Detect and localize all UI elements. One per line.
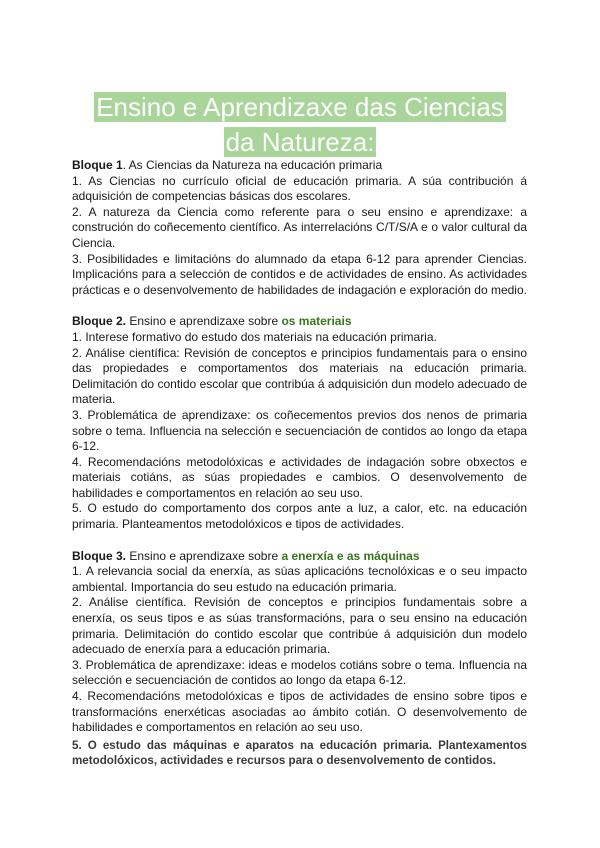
block-heading-text: . As Ciencias da Natureza na educación primaria (122, 158, 383, 172)
block-item: 5. O estudo do comportamento dos corpos ante a luz, a calor, etc. na educación primaria. Planteamentos metodolóxicos e tipos de actividades. (72, 501, 527, 532)
block-topic-highlight: a enerxía e as máquinas (281, 548, 420, 563)
block-item: 1. As Ciencias no currículo oficial de educación primaria. A súa contribución á adquisición de competencias básicas dos escolares. (72, 173, 527, 204)
block-label: Bloque 1 (72, 158, 123, 172)
block-3 (72, 549, 527, 768)
block-label: Bloque 3. (72, 548, 127, 563)
block-item: 1. Interese formativo do estudo dos materiais na educación primaria. (72, 329, 437, 344)
block-item: 4. Recomendacións metodolóxicas e tipos de actividades de ensino sobre tipos e transformacións enerxéticas asociadas ao ámbito cotián. O desenvolvemento de habilidades e comportamentos en relación ao seu uso. (72, 689, 527, 735)
block-item: 3. Problemática de aprendizaxe: ideas e modelos cotiáns sobre o tema. Influencia na selección e secuenciación de contidos ao longo da etapa 6-12. (72, 657, 527, 688)
block-heading (72, 549, 527, 565)
block-item: 2. A natureza da Ciencia como referente para o seu ensino e aprendizaxe: a construción do coñecemento científico. As interrelacións C/T/S/A e o valor cultural da Ciencia. (72, 204, 527, 250)
title-line-2: da Natureza: (225, 127, 375, 158)
block-item: 2. Análise científica: Revisión de conceptos e principios fundamentais para o ensino das propiedades e comportamentos dos materiais na educación primaria. Delimitación do contido escolar que contribúa á adquisición dun modelo adecuado de materia. (72, 345, 527, 407)
document-title (0, 90, 600, 160)
block-1 (72, 158, 527, 298)
block-item: 1. A relevancia social da enerxía, as súas aplicacións tecnolóxicas e o seu impacto ambiental. Importancia do seu estudo na educación primaria. (72, 564, 527, 594)
block-heading (72, 314, 527, 330)
block-heading-text: Ensino e aprendizaxe sobre (126, 548, 282, 563)
title-line-1: Ensino e Aprendizaxe das Ciencias (96, 92, 504, 123)
block-label: Bloque 2. (72, 314, 127, 329)
block-item: 3. Posibilidades e limitacións do alumnado da etapa 6-12 para aprender Ciencias. Implicacións para a selección de contidos e de actividades de ensino. As actividades prácticas e o desenvolvemento de habilidades de indagación e exploración do medio. (72, 251, 527, 297)
block-heading-text: Ensino e aprendizaxe sobre (126, 314, 282, 329)
block-item: 4. Recomendacións metodolóxicas e actividades de indagación sobre obxectos e materiais cotiáns, as súas propiedades e cambios. O desenvolvemento de habilidades e comportamentos en relación ao seu uso. (72, 454, 527, 500)
block-2 (72, 314, 527, 532)
document-content (72, 158, 527, 784)
block-item: 5. O estudo das máquinas e aparatos na educación primaria. Plantexamentos metodolóxicos, actividades e recursos para o desenvolvemento de contidos. (72, 738, 527, 767)
block-heading (72, 158, 527, 174)
block-item: 2. Análise científica. Revisión de conceptos e principios fundamentais sobre a enerxía, os seus tipos e as súas transformacións, para o seu ensino na educación primaria. Delimitación do contido escolar que contribúe á adquisición dun modelo adecuado de enerxía para a educación primaria. (72, 595, 527, 657)
block-topic-highlight: os materiais (281, 314, 352, 329)
block-item: 3. Problemática de aprendizaxe: os coñecementos previos dos nenos de primaria sobre o tema. Influencia na selección e secuenciación de contidos ao longo da etapa 6-12. (72, 407, 527, 454)
